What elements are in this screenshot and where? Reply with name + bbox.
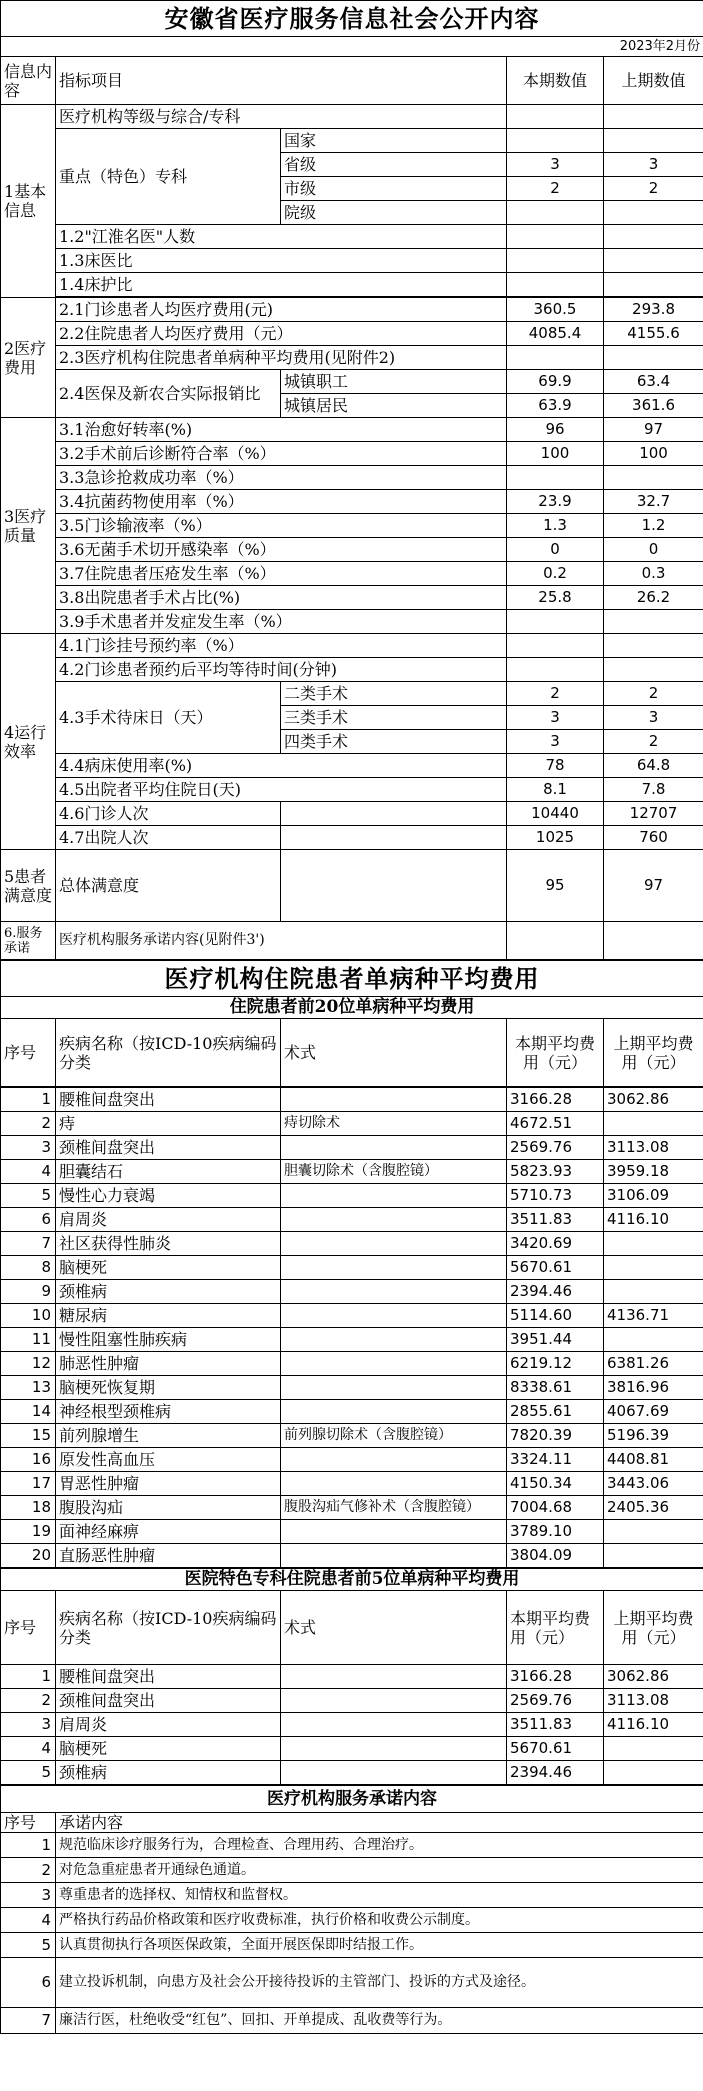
operation [281,1376,507,1400]
header-disease: 疾病名称（按ICD-10疾病编码分类 [56,1019,281,1087]
row-no: 1 [1,1833,56,1858]
item-label: 4.3手术待床日（天） [56,682,281,754]
header-previous: 上期平均费用（元） [604,1019,703,1087]
commitment-table [0,1785,703,2034]
row-no: 4 [1,1160,56,1184]
operation [281,1328,507,1352]
cost-current: 5670.61 [507,1737,604,1761]
disease-name: 颈椎病 [56,1280,281,1304]
section-title: 医疗机构服务承诺内容 [1,1786,703,1813]
operation [281,1665,507,1689]
row-no: 19 [1,1520,56,1544]
operation [281,1352,507,1376]
value-current: 1.3 [507,514,604,538]
row-no: 12 [1,1352,56,1376]
value-current: 23.9 [507,490,604,514]
category-efficiency: 4运行效率 [1,634,56,850]
value-current: 3 [507,730,604,754]
table-row [1,1858,703,1883]
item-level: 医疗机构等级与综合/专科 [56,105,507,129]
cost-current: 3324.11 [507,1448,604,1472]
value-current [507,129,604,153]
table-row [1,1713,703,1737]
cost-current: 3166.28 [507,1088,604,1112]
row-no: 20 [1,1544,56,1568]
header-no: 序号 [1,1813,56,1833]
value-previous [604,466,703,490]
operation [281,1520,507,1544]
value-current: 3 [507,706,604,730]
table-row [1,1424,703,1448]
item-label: 3.4抗菌药物使用率（%） [56,490,507,514]
disease-name: 肺恶性肿瘤 [56,1352,281,1376]
cost-current: 8338.61 [507,1376,604,1400]
item-label: 2.3医疗机构住院患者单病种平均费用(见附件2) [56,346,507,370]
cost-current: 5114.60 [507,1304,604,1328]
value-previous: 2 [604,682,703,706]
disease-name: 糖尿病 [56,1304,281,1328]
item-label: 4.6门诊人次 [56,802,281,826]
value-previous: 100 [604,442,703,466]
row-no: 2 [1,1112,56,1136]
cost-previous [604,1112,703,1136]
info-table [0,0,703,960]
cost-current: 4150.34 [507,1472,604,1496]
value-previous: 2 [604,730,703,754]
item-label: 3.1治愈好转率(%) [56,418,507,442]
value-previous: 63.4 [604,370,703,394]
header-info: 信息内容 [1,57,56,105]
value-current: 0.2 [507,562,604,586]
row-no: 4 [1,1908,56,1933]
disease-name: 痔 [56,1112,281,1136]
disease-name: 慢性阻塞性肺疾病 [56,1328,281,1352]
disease-name: 前列腺增生 [56,1424,281,1448]
value-previous: 0 [604,538,703,562]
header-item: 指标项目 [56,57,507,105]
cost-previous [604,1761,703,1785]
row-no: 3 [1,1136,56,1160]
section-subtitle: 住院患者前20位单病种平均费用 [1,997,703,1019]
cost-previous: 3113.08 [604,1136,703,1160]
value-current [507,610,604,634]
table-row [1,1400,703,1424]
operation [281,1304,507,1328]
cost-current: 2855.61 [507,1400,604,1424]
table-row [1,1908,703,1933]
item-label: 2.2住院患者人均医疗费用（元） [56,322,507,346]
item-label: 1.3床医比 [56,249,507,273]
cost-current: 5670.61 [507,1256,604,1280]
row-no: 15 [1,1424,56,1448]
category-satisfaction: 5患者满意度 [1,850,56,922]
cost-current: 3511.83 [507,1713,604,1737]
operation [281,1737,507,1761]
table-row [1,1958,703,2008]
disease-name: 脑梗死 [56,1256,281,1280]
cost-previous: 3062.86 [604,1088,703,1112]
table-row [1,1136,703,1160]
sub-label: 城镇职工 [281,370,507,394]
item-label: 4.4病床使用率(%) [56,754,507,778]
row-no: 2 [1,1689,56,1713]
item-label: 2.1门诊患者人均医疗费用(元) [56,298,507,322]
disease-name: 直肠恶性肿瘤 [56,1544,281,1568]
category-cost: 2医疗费用 [1,298,56,418]
page-title: 安徽省医疗服务信息社会公开内容 [1,1,703,37]
value-current: 8.1 [507,778,604,802]
table-row [1,1496,703,1520]
item-label: 3.3急诊抢救成功率（%） [56,466,507,490]
cost-current: 3789.10 [507,1520,604,1544]
item-label: 4.1门诊挂号预约率（%） [56,634,507,658]
row-no: 6 [1,1208,56,1232]
value-previous: 0.3 [604,562,703,586]
item-label: 总体满意度 [56,850,281,922]
sub-label: 三类手术 [281,706,507,730]
category-commitment: 6.服务承诺 [1,922,56,960]
disease-name: 社区获得性肺炎 [56,1232,281,1256]
cost-previous: 4136.71 [604,1304,703,1328]
disease-name: 颈椎病 [56,1761,281,1785]
value-previous: 26.2 [604,586,703,610]
section-subtitle: 医院特色专科住院患者前5位单病种平均费用 [1,1569,703,1591]
value-previous [604,610,703,634]
value-current: 69.9 [507,370,604,394]
value-current: 3 [507,153,604,177]
disease-cost-table [0,960,703,1087]
cost-current: 7820.39 [507,1424,604,1448]
table-row [1,1520,703,1544]
special-level: 省级 [281,153,507,177]
row-no: 3 [1,1883,56,1908]
cost-current: 4672.51 [507,1112,604,1136]
category-basic: 1基本信息 [1,105,56,298]
item-label: 医疗机构服务承诺内容(见附件3') [56,922,507,960]
value-previous: 97 [604,850,703,922]
item-label: 2.4医保及新农合实际报销比 [56,370,281,418]
operation [281,1208,507,1232]
cost-previous: 4116.10 [604,1208,703,1232]
operation [281,1400,507,1424]
row-no: 5 [1,1933,56,1958]
disease-name: 脑梗死 [56,1737,281,1761]
value-previous: 361.6 [604,394,703,418]
item-label: 3.6无菌手术切开感染率（%） [56,538,507,562]
value-previous: 293.8 [604,298,703,322]
value-current: 95 [507,850,604,922]
operation [281,1472,507,1496]
disease-cost-rows [0,1087,703,1568]
disease-name: 颈椎间盘突出 [56,1689,281,1713]
row-no: 18 [1,1496,56,1520]
item-label: 4.5出院者平均住院日(天) [56,778,507,802]
table-row [1,1472,703,1496]
commitment-text: 廉洁行医，杜绝收受“红包”、回扣、开单提成、乱收费等行为。 [56,2008,703,2034]
cost-previous: 2405.36 [604,1496,703,1520]
cost-previous: 3106.09 [604,1184,703,1208]
cost-current: 5710.73 [507,1184,604,1208]
cost-current: 3951.44 [507,1328,604,1352]
operation: 腹股沟疝气修补术（含腹腔镜） [281,1496,507,1520]
operation [281,1761,507,1785]
operation [281,1184,507,1208]
table-row [1,1088,703,1112]
header-operation: 术式 [281,1591,507,1665]
operation [281,1689,507,1713]
cost-previous: 5196.39 [604,1424,703,1448]
row-no: 5 [1,1761,56,1785]
commitment-text: 对危急重症患者开通绿色通道。 [56,1858,703,1883]
table-row [1,1352,703,1376]
operation: 胆囊切除术（含腹腔镜） [281,1160,507,1184]
value-current: 63.9 [507,394,604,418]
row-no: 3 [1,1713,56,1737]
row-no: 1 [1,1088,56,1112]
table-row [1,1376,703,1400]
operation: 痔切除术 [281,1112,507,1136]
row-no: 8 [1,1256,56,1280]
operation [281,1088,507,1112]
category-quality: 3医疗质量 [1,418,56,634]
table-row [1,1328,703,1352]
table-row [1,1304,703,1328]
special-level: 国家 [281,129,507,153]
cost-previous: 4067.69 [604,1400,703,1424]
table-row [1,1112,703,1136]
header-no: 序号 [1,1019,56,1087]
row-no: 1 [1,1665,56,1689]
disease-name: 肩周炎 [56,1713,281,1737]
commitment-text: 尊重患者的选择权、知情权和监督权。 [56,1883,703,1908]
cost-current: 3166.28 [507,1665,604,1689]
item-label: 3.5门诊输液率（%） [56,514,507,538]
table-row [1,1232,703,1256]
row-no: 9 [1,1280,56,1304]
row-no: 2 [1,1858,56,1883]
disease-name: 神经根型颈椎病 [56,1400,281,1424]
value-current: 1025 [507,826,604,850]
value-previous [604,201,703,225]
value-previous: 3 [604,153,703,177]
special-level: 市级 [281,177,507,201]
item-label: 4.2门诊患者预约后平均等待时间(分钟) [56,658,507,682]
value-previous: 760 [604,826,703,850]
header-current: 本期数值 [507,57,604,105]
table-row [1,1883,703,1908]
row-no: 4 [1,1737,56,1761]
commitment-text: 建立投诉机制，向患方及社会公开接待投诉的主管部门、投诉的方式及途径。 [56,1958,703,2008]
row-no: 10 [1,1304,56,1328]
operation: 前列腺切除术（含腹腔镜） [281,1424,507,1448]
table-row [1,1689,703,1713]
operation [281,1713,507,1737]
cost-current: 2569.76 [507,1136,604,1160]
table-row [1,1737,703,1761]
cost-previous [604,1280,703,1304]
row-no: 16 [1,1448,56,1472]
row-no: 7 [1,1232,56,1256]
operation [281,1256,507,1280]
report-date: 2023年2月份 [1,37,703,57]
value-previous: 32.7 [604,490,703,514]
header-content: 承诺内容 [56,1813,703,1833]
value-previous: 1.2 [604,514,703,538]
disease-name: 腰椎间盘突出 [56,1088,281,1112]
disease-name: 腹股沟疝 [56,1496,281,1520]
cost-previous [604,1737,703,1761]
cost-previous: 4116.10 [604,1713,703,1737]
table-row [1,1160,703,1184]
cost-previous: 3959.18 [604,1160,703,1184]
value-previous: 2 [604,177,703,201]
item-label: 4.7出院人次 [56,826,281,850]
value-current: 96 [507,418,604,442]
disease-name: 肩周炎 [56,1208,281,1232]
value-current: 2 [507,177,604,201]
table-row [1,1544,703,1568]
cost-current: 5823.93 [507,1160,604,1184]
cost-current: 3420.69 [507,1232,604,1256]
sub-label: 四类手术 [281,730,507,754]
header-current: 本期平均费用（元） [507,1591,604,1665]
sub-label: 城镇居民 [281,394,507,418]
cost-previous: 3443.06 [604,1472,703,1496]
special-level: 院级 [281,201,507,225]
value-current: 25.8 [507,586,604,610]
operation [281,1280,507,1304]
table-row [1,1256,703,1280]
header-operation: 术式 [281,1019,507,1087]
row-no: 14 [1,1400,56,1424]
disease-name: 面神经麻痹 [56,1520,281,1544]
cost-current: 3804.09 [507,1544,604,1568]
disease-name: 脑梗死恢复期 [56,1376,281,1400]
value-previous: 97 [604,418,703,442]
value-previous: 64.8 [604,754,703,778]
value-previous: 4155.6 [604,322,703,346]
row-no: 5 [1,1184,56,1208]
cost-current: 2394.46 [507,1280,604,1304]
operation [281,1136,507,1160]
disease-name: 胆囊结石 [56,1160,281,1184]
cost-previous [604,1256,703,1280]
item-label: 1.2"江淮名医"人数 [56,225,507,249]
row-no: 11 [1,1328,56,1352]
table-row [1,1833,703,1858]
value-previous: 7.8 [604,778,703,802]
value-current: 360.5 [507,298,604,322]
row-no: 7 [1,2008,56,2034]
table-row [1,1208,703,1232]
header-no: 序号 [1,1591,56,1665]
header-previous: 上期数值 [604,57,703,105]
table-row [1,1761,703,1785]
cost-previous: 3816.96 [604,1376,703,1400]
row-no: 13 [1,1376,56,1400]
item-label: 3.8出院患者手术占比(%) [56,586,507,610]
disease-name: 颈椎间盘突出 [56,1136,281,1160]
cost-current: 7004.68 [507,1496,604,1520]
cost-previous: 4408.81 [604,1448,703,1472]
cost-current: 2394.46 [507,1761,604,1785]
operation [281,1544,507,1568]
specialty-cost-table [0,1568,703,1785]
header-disease: 疾病名称（按ICD-10疾病编码分类 [56,1591,281,1665]
disease-name: 胃恶性肿瘤 [56,1472,281,1496]
cost-current: 2569.76 [507,1689,604,1713]
cost-previous [604,1544,703,1568]
value-previous [604,129,703,153]
disease-name: 原发性高血压 [56,1448,281,1472]
cost-previous: 3113.08 [604,1689,703,1713]
table-row [1,1933,703,1958]
cost-previous [604,1232,703,1256]
table-row [1,2008,703,2034]
value-previous: 12707 [604,802,703,826]
cost-previous: 6381.26 [604,1352,703,1376]
commitment-text: 认真贯彻执行各项医保政策，全面开展医保即时结报工作。 [56,1933,703,1958]
item-label: 3.2手术前后诊断符合率（%） [56,442,507,466]
value-current: 2 [507,682,604,706]
table-row [1,1448,703,1472]
value-current: 78 [507,754,604,778]
table-row [1,1280,703,1304]
cost-previous: 3062.86 [604,1665,703,1689]
commitment-text: 严格执行药品价格政策和医疗收费标准，执行价格和收费公示制度。 [56,1908,703,1933]
operation [281,1448,507,1472]
row-no: 6 [1,1958,56,2008]
value-current: 10440 [507,802,604,826]
cost-current: 6219.12 [507,1352,604,1376]
value-current [507,466,604,490]
row-no: 17 [1,1472,56,1496]
item-label: 3.7住院患者压疮发生率（%） [56,562,507,586]
value-current [507,201,604,225]
value-current: 0 [507,538,604,562]
header-previous: 上期平均费用（元） [604,1591,703,1665]
item-label: 3.9手术患者并发症发生率（%） [56,610,507,634]
operation [281,1232,507,1256]
value-current: 4085.4 [507,322,604,346]
cost-previous [604,1328,703,1352]
value-previous: 3 [604,706,703,730]
value-current: 100 [507,442,604,466]
commitment-text: 规范临床诊疗服务行为，合理检查、合理用药、合理治疗。 [56,1833,703,1858]
table-row [1,1184,703,1208]
disease-name: 慢性心力衰竭 [56,1184,281,1208]
sub-label: 二类手术 [281,682,507,706]
header-current: 本期平均费用（元） [507,1019,604,1087]
cost-current: 3511.83 [507,1208,604,1232]
cost-previous [604,1520,703,1544]
table-row [1,1665,703,1689]
item-label: 1.4床护比 [56,273,507,297]
section-title: 医疗机构住院患者单病种平均费用 [1,961,703,997]
disease-name: 腰椎间盘突出 [56,1665,281,1689]
item-special: 重点（特色）专科 [56,129,281,225]
